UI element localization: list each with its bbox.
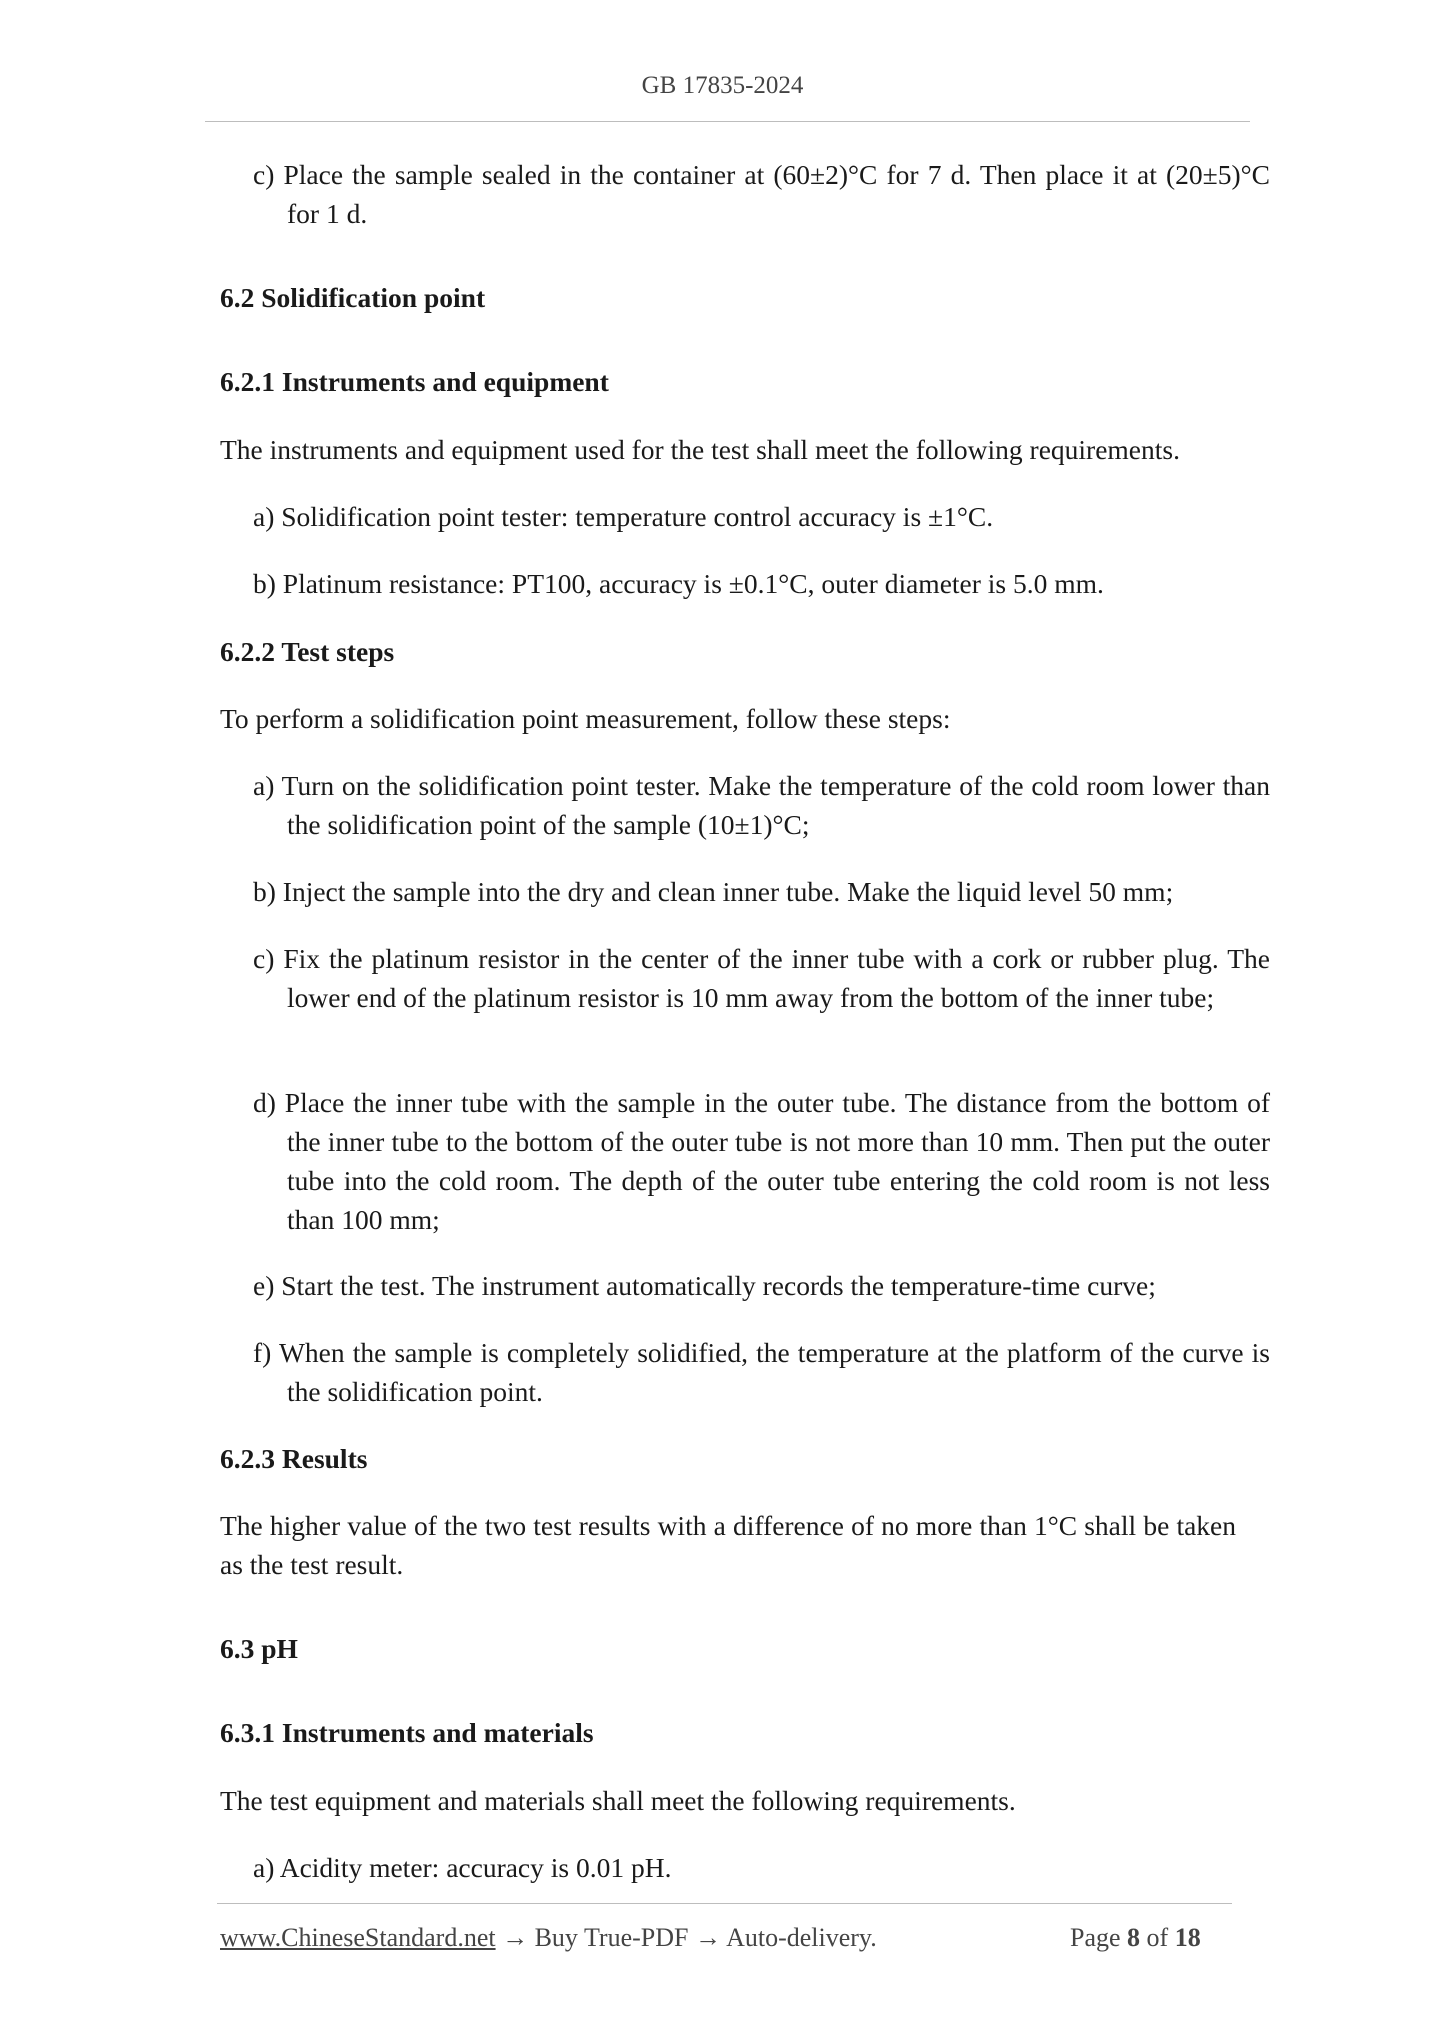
- paragraph-6-2-2: To perform a solidification point measurement, follow these steps:: [220, 703, 951, 734]
- buy-text: Buy True-PDF: [534, 1923, 689, 1952]
- heading-6-2-3: 6.2.3 Results: [220, 1443, 368, 1474]
- page-number: 8: [1127, 1923, 1141, 1952]
- list-item-6-2-2-d: d) Place the inner tube with the sample in the outer tube. The distance from the bottom of the inner tube to the bottom of the outer tube is not more than 10 mm. Then put the outer tube into the cold room. The depth of the outer tube entering the cold room is not less than 100 mm;: [253, 1087, 1270, 1235]
- page-indicator: [1070, 1921, 1201, 1955]
- paragraph-6-3-1: The test equipment and materials shall meet the following requirements.: [220, 1785, 1016, 1816]
- paragraph-6-2-1: The instruments and equipment used for the test shall meet the following requirements.: [220, 434, 1180, 465]
- heading-6-2-2: 6.2.2 Test steps: [220, 636, 395, 667]
- list-item-6-1-c: c) Place the sample sealed in the container at (60±2)°C for 7 d. Then place it at (20±5)°C for 1 d.: [253, 159, 1270, 229]
- of-label: of: [1146, 1923, 1169, 1952]
- arrow-icon: →: [695, 1923, 721, 1952]
- heading-6-3: 6.3 pH: [220, 1633, 298, 1664]
- heading-6-2-1: 6.2.1 Instruments and equipment: [220, 366, 609, 397]
- list-item-6-2-2-b: b) Inject the sample into the dry and clean inner tube. Make the liquid level 50 mm;: [253, 876, 1174, 907]
- website-link[interactable]: www.ChineseStandard.net: [220, 1923, 496, 1952]
- document-code: GB 17835-2024: [641, 72, 804, 99]
- heading-6-2: 6.2 Solidification point: [220, 282, 486, 313]
- delivery-text: Auto-delivery.: [726, 1923, 877, 1952]
- list-item-6-2-2-f: f) When the sample is completely solidified, the temperature at the platform of the curve is the solidification point.: [253, 1337, 1270, 1407]
- arrow-icon: →: [502, 1923, 529, 1952]
- list-item-6-2-1-b: b) Platinum resistance: PT100, accuracy is ±0.1°C, outer diameter is 5.0 mm.: [253, 568, 1104, 599]
- paragraph-6-2-3: The higher value of the two test results with a difference of no more than 1°C shall be taken as the test result.: [220, 1510, 1236, 1580]
- header-divider: [205, 121, 1250, 122]
- footer-promo: [220, 1921, 877, 1955]
- list-item-6-2-2-a: a) Turn on the solidification point tester. Make the temperature of the cold room lower than the solidification point of the sample (10±1)°C;: [253, 770, 1270, 840]
- heading-6-3-1: 6.3.1 Instruments and materials: [220, 1717, 594, 1748]
- page-label: Page: [1070, 1923, 1121, 1952]
- list-item-6-2-2-c: c) Fix the platinum resistor in the center of the inner tube with a cork or rubber plug. The lower end of the platinum resistor is 10 mm away from the bottom of the inner tube;: [253, 943, 1270, 1013]
- list-item-6-2-2-e: e) Start the test. The instrument automatically records the temperature-time curve;: [253, 1270, 1156, 1301]
- list-item-6-2-1-a: a) Solidification point tester: temperature control accuracy is ±1°C.: [253, 501, 994, 532]
- footer-divider: [217, 1903, 1232, 1904]
- total-pages: 18: [1174, 1923, 1201, 1952]
- list-item-6-3-1-a: a) Acidity meter: accuracy is 0.01 pH.: [253, 1852, 672, 1883]
